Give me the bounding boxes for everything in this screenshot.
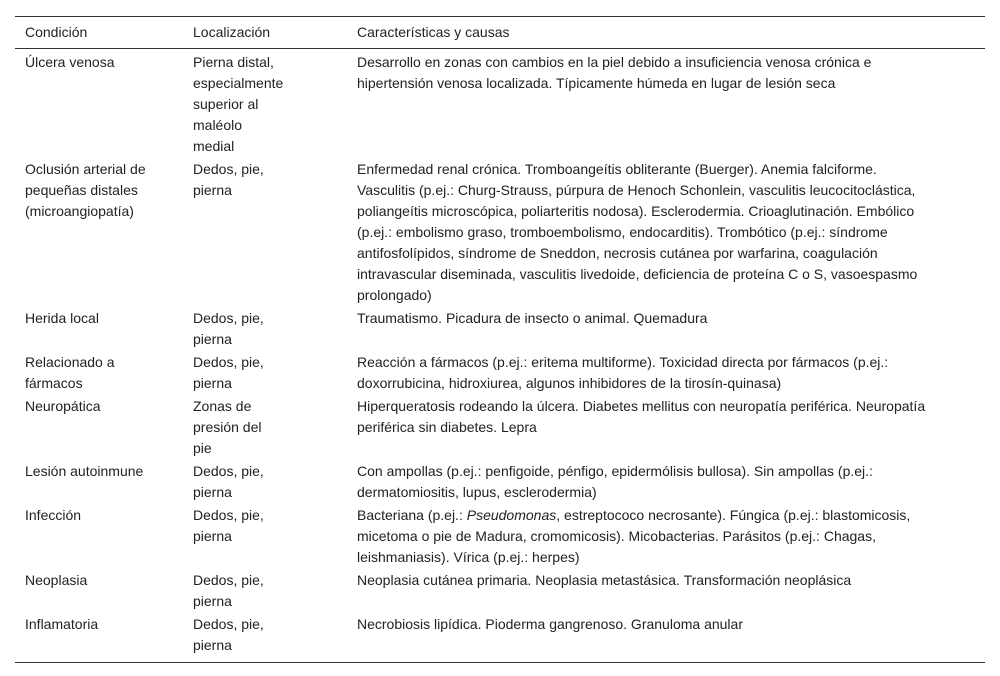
causes-text-part: Enfermedad renal crónica. Tromboangeítis obliterante (Buerger). Anemia falciforme. Vasculitis (p.ej.: Churg-Strauss, púrpura de Henoch Schonlein, vasculitis leucocitoclástica, poliangeítis microscópica, poliarteritis nodosa). Esclerodermia. Crioaglutinación. Embólico (p.ej.: embolismo graso, tromboembolismo, endocarditis). Trombótico (p.ej.: síndrome antifosfolípidos, síndrome de Sneddon, necrosis cutánea por warfarina, coagulación intravascular diseminada, vasculitis livedoide, deficiencia de proteína C o S, vasoespasmo prolongado)	[357, 161, 918, 303]
location-cell	[183, 158, 347, 307]
location-cell	[183, 351, 347, 395]
ulcer-causes-table	[15, 16, 985, 663]
location-cell-text: Dedos, pie, pierna	[193, 161, 264, 198]
location-cell	[183, 460, 347, 504]
condition-cell-text: Oclusión arterial de pequeñas distales (microangiopatía)	[25, 161, 146, 219]
causes-cell	[347, 395, 985, 460]
location-cell-text: Dedos, pie, pierna	[193, 572, 264, 609]
table-row	[15, 569, 985, 613]
table-row	[15, 395, 985, 460]
condition-cell-text: Inflamatoria	[25, 616, 99, 632]
table-row	[15, 504, 985, 569]
condition-cell	[15, 613, 183, 663]
table-row	[15, 307, 985, 351]
condition-cell-text: Relacionado a fármacos	[25, 354, 115, 391]
causes-text-part: Necrobiosis lipídica. Pioderma gangrenoso. Granuloma anular	[357, 616, 743, 632]
italic-term: Pseudomonas	[466, 507, 557, 523]
condition-cell	[15, 395, 183, 460]
causes-text-part: , estreptococo necrosante). Fúngica (p.ej.: blastomicosis, micetoma o pie de Madura, cromomicosis). Micobacterias. Parásitos (p.ej.: Chagas, leishmaniasis). Vírica (p.ej.: herpes)	[357, 507, 911, 565]
causes-cell-text	[357, 461, 935, 503]
header-causes: Características y causas	[357, 24, 510, 40]
causes-text-part: Con ampollas (p.ej.: penfigoide, pénfigo, epidermólisis bullosa). Sin ampollas (p.ej.: dermatomiositis, lupus, esclerodermia)	[357, 463, 873, 500]
location-cell	[183, 504, 347, 569]
table-row	[15, 613, 985, 663]
causes-text-part: Bacteriana (p.ej.:	[357, 507, 467, 523]
location-cell	[183, 569, 347, 613]
condition-cell	[15, 307, 183, 351]
location-cell-text: Dedos, pie, pierna	[193, 463, 264, 500]
causes-cell	[347, 49, 985, 159]
table-row	[15, 460, 985, 504]
condition-cell-text: Herida local	[25, 310, 99, 326]
condition-cell-text: Neuropática	[25, 398, 101, 414]
condition-cell-text: Neoplasia	[25, 572, 88, 588]
table-header-row	[15, 17, 985, 49]
header-condition: Condición	[25, 24, 88, 40]
causes-cell-text	[357, 352, 935, 394]
condition-cell	[15, 49, 183, 159]
condition-cell	[15, 504, 183, 569]
header-location: Localización	[193, 24, 271, 40]
location-cell-text: Dedos, pie, pierna	[193, 310, 264, 347]
location-cell-text: Dedos, pie, pierna	[193, 354, 264, 391]
causes-text-part: Desarrollo en zonas con cambios en la piel debido a insuficiencia venosa crónica e hipertensión venosa localizada. Típicamente húmeda en lugar de lesión seca	[357, 54, 872, 91]
causes-text-part: Neoplasia cutánea primaria. Neoplasia metastásica. Transformación neoplásica	[357, 572, 852, 588]
causes-cell-text	[357, 396, 935, 438]
causes-cell	[347, 351, 985, 395]
location-cell-text: Pierna distal, especialmente superior al maléolo medial	[193, 54, 284, 154]
causes-cell	[347, 569, 985, 613]
causes-cell-text	[357, 308, 935, 329]
table-body	[15, 49, 985, 663]
location-cell-text: Dedos, pie, pierna	[193, 616, 264, 653]
causes-cell	[347, 504, 985, 569]
causes-cell	[347, 460, 985, 504]
location-cell	[183, 395, 347, 460]
causes-cell	[347, 307, 985, 351]
location-cell	[183, 49, 347, 159]
causes-cell-text	[357, 505, 935, 568]
condition-cell	[15, 460, 183, 504]
location-cell-text: Dedos, pie, pierna	[193, 507, 264, 544]
table-row	[15, 351, 985, 395]
condition-cell-text: Infección	[25, 507, 82, 523]
location-cell-text: Zonas de presión del pie	[193, 398, 262, 456]
condition-cell-text: Lesión autoinmune	[25, 463, 144, 479]
causes-cell-text	[357, 570, 935, 591]
causes-text-part: Reacción a fármacos (p.ej.: eritema multiforme). Toxicidad directa por fármacos (p.ej.: doxorrubicina, hidroxiurea, algunos inhibidores de la tirosín-quinasa)	[357, 354, 889, 391]
condition-cell	[15, 351, 183, 395]
causes-cell	[347, 613, 985, 663]
causes-text-part: Traumatismo. Picadura de insecto o animal. Quemadura	[357, 310, 708, 326]
condition-cell-text: Úlcera venosa	[25, 54, 115, 70]
causes-cell-text	[357, 52, 935, 94]
location-cell	[183, 613, 347, 663]
location-cell	[183, 307, 347, 351]
condition-cell	[15, 158, 183, 307]
causes-cell-text	[357, 614, 935, 635]
condition-cell	[15, 569, 183, 613]
causes-cell-text	[357, 159, 935, 306]
table-row	[15, 158, 985, 307]
causes-cell	[347, 158, 985, 307]
table-row	[15, 49, 985, 159]
causes-text-part: Hiperqueratosis rodeando la úlcera. Diabetes mellitus con neuropatía periférica. Neuropatía periférica sin diabetes. Lepra	[357, 398, 926, 435]
